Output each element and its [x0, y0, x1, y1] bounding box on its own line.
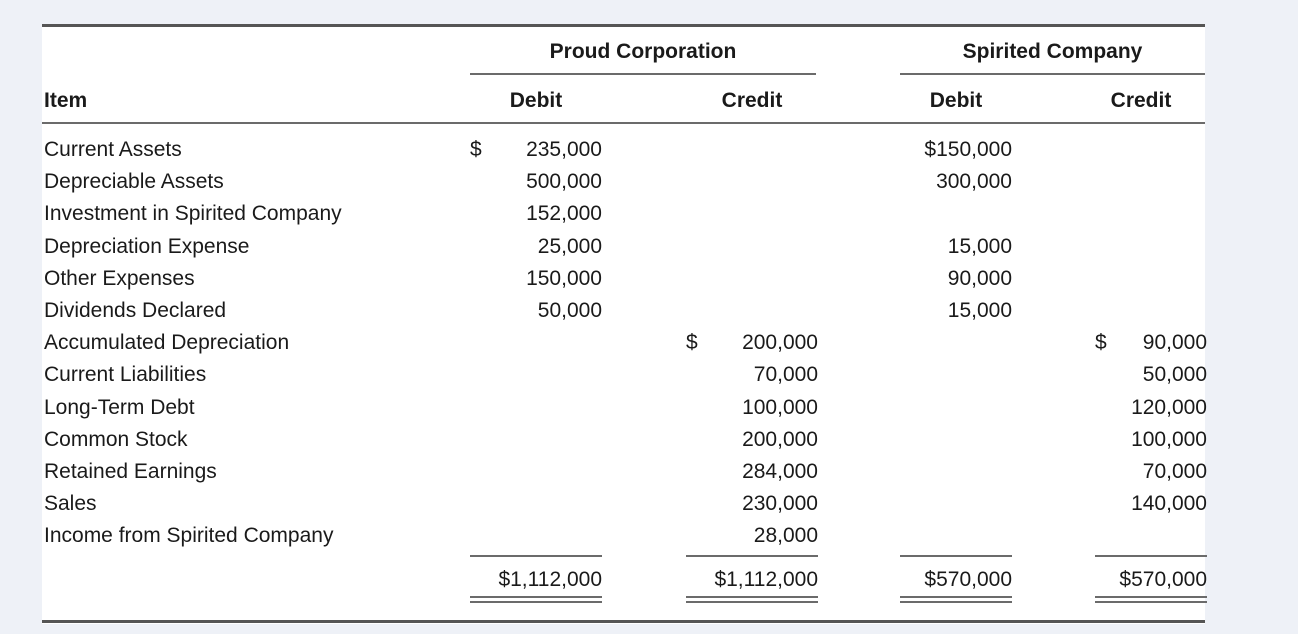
double-rule-spirited-debit-a — [900, 596, 1012, 598]
row-proud-debit-value: 150,000 — [526, 267, 602, 290]
row-proud-credit-value: 200,000 — [742, 331, 818, 354]
row-item-label: Current Assets — [44, 138, 182, 161]
row-proud-debit-value: 152,000 — [526, 202, 602, 225]
row-item-label: Sales — [44, 492, 97, 515]
row-item-label: Investment in Spirited Company — [44, 202, 342, 225]
row-spirited-credit-value: 100,000 — [1131, 428, 1207, 451]
row-proud-credit-value: 100,000 — [742, 396, 818, 419]
total-rule-spirited-credit — [1095, 555, 1207, 557]
row-proud-credit-value: 200,000 — [742, 428, 818, 451]
row-item-label: Accumulated Depreciation — [44, 331, 290, 354]
double-rule-proud-debit-a — [470, 596, 602, 598]
column-header-proud-credit: Credit — [721, 89, 783, 112]
row-proud-credit-value: 28,000 — [753, 524, 818, 547]
row-spirited-debit-value: 15,000 — [947, 299, 1012, 322]
row-spirited-credit-value: 70,000 — [1142, 460, 1207, 483]
row-item-label: Depreciation Expense — [44, 235, 250, 258]
row-proud-credit-value: 284,000 — [742, 460, 818, 483]
row-spirited-credit-symbol: $ — [1095, 331, 1107, 354]
company-rule-proud — [470, 73, 816, 75]
row-proud-debit-symbol: $ — [470, 138, 482, 161]
total-rule-proud-credit — [686, 555, 818, 557]
total-rule-proud-debit — [470, 555, 602, 557]
top-rule — [42, 24, 1205, 27]
row-proud-debit-value: 235,000 — [526, 138, 602, 161]
total-proud-debit: $1,112,000 — [498, 568, 602, 591]
row-proud-debit-value: 50,000 — [537, 299, 602, 322]
row-item-label: Other Expenses — [44, 267, 195, 290]
column-header-spirited-credit: Credit — [1110, 89, 1172, 112]
column-header-proud-debit: Debit — [509, 89, 563, 112]
row-proud-debit-value: 500,000 — [526, 170, 602, 193]
row-spirited-debit-value: 300,000 — [936, 170, 1012, 193]
row-proud-debit-value: 25,000 — [537, 235, 602, 258]
double-rule-spirited-debit-b — [900, 601, 1012, 603]
row-item-label: Depreciable Assets — [44, 170, 224, 193]
double-rule-spirited-credit-b — [1095, 601, 1207, 603]
row-spirited-credit-value: 50,000 — [1142, 363, 1207, 386]
row-spirited-credit-value: 140,000 — [1131, 492, 1207, 515]
total-rule-spirited-debit — [900, 555, 1012, 557]
total-spirited-credit: $570,000 — [1119, 568, 1207, 591]
row-item-label: Income from Spirited Company — [44, 524, 334, 547]
row-item-label: Common Stock — [44, 428, 188, 451]
header-rule — [42, 122, 1205, 124]
row-item-label: Long-Term Debt — [44, 396, 195, 419]
double-rule-proud-credit-b — [686, 601, 818, 603]
double-rule-proud-debit-b — [470, 601, 602, 603]
total-proud-credit: $1,112,000 — [714, 568, 818, 591]
company-header-proud: Proud Corporation — [549, 40, 737, 63]
row-item-label: Current Liabilities — [44, 363, 207, 386]
row-spirited-debit-value: 15,000 — [947, 235, 1012, 258]
bottom-rule — [42, 620, 1205, 623]
total-spirited-debit: $570,000 — [924, 568, 1012, 591]
row-item-label: Retained Earnings — [44, 460, 217, 483]
column-header-spirited-debit: Debit — [929, 89, 983, 112]
row-spirited-debit-value: $150,000 — [924, 138, 1012, 161]
row-spirited-credit-value: 90,000 — [1142, 331, 1207, 354]
row-spirited-credit-value: 120,000 — [1131, 396, 1207, 419]
row-spirited-debit-value: 90,000 — [947, 267, 1012, 290]
row-proud-credit-value: 70,000 — [753, 363, 818, 386]
row-item-label: Dividends Declared — [44, 299, 227, 322]
column-header-item: Item — [44, 89, 88, 112]
row-proud-credit-symbol: $ — [686, 331, 698, 354]
double-rule-proud-credit-a — [686, 596, 818, 598]
double-rule-spirited-credit-a — [1095, 596, 1207, 598]
company-rule-spirited — [900, 73, 1205, 75]
row-proud-credit-value: 230,000 — [742, 492, 818, 515]
company-header-spirited: Spirited Company — [962, 40, 1143, 63]
